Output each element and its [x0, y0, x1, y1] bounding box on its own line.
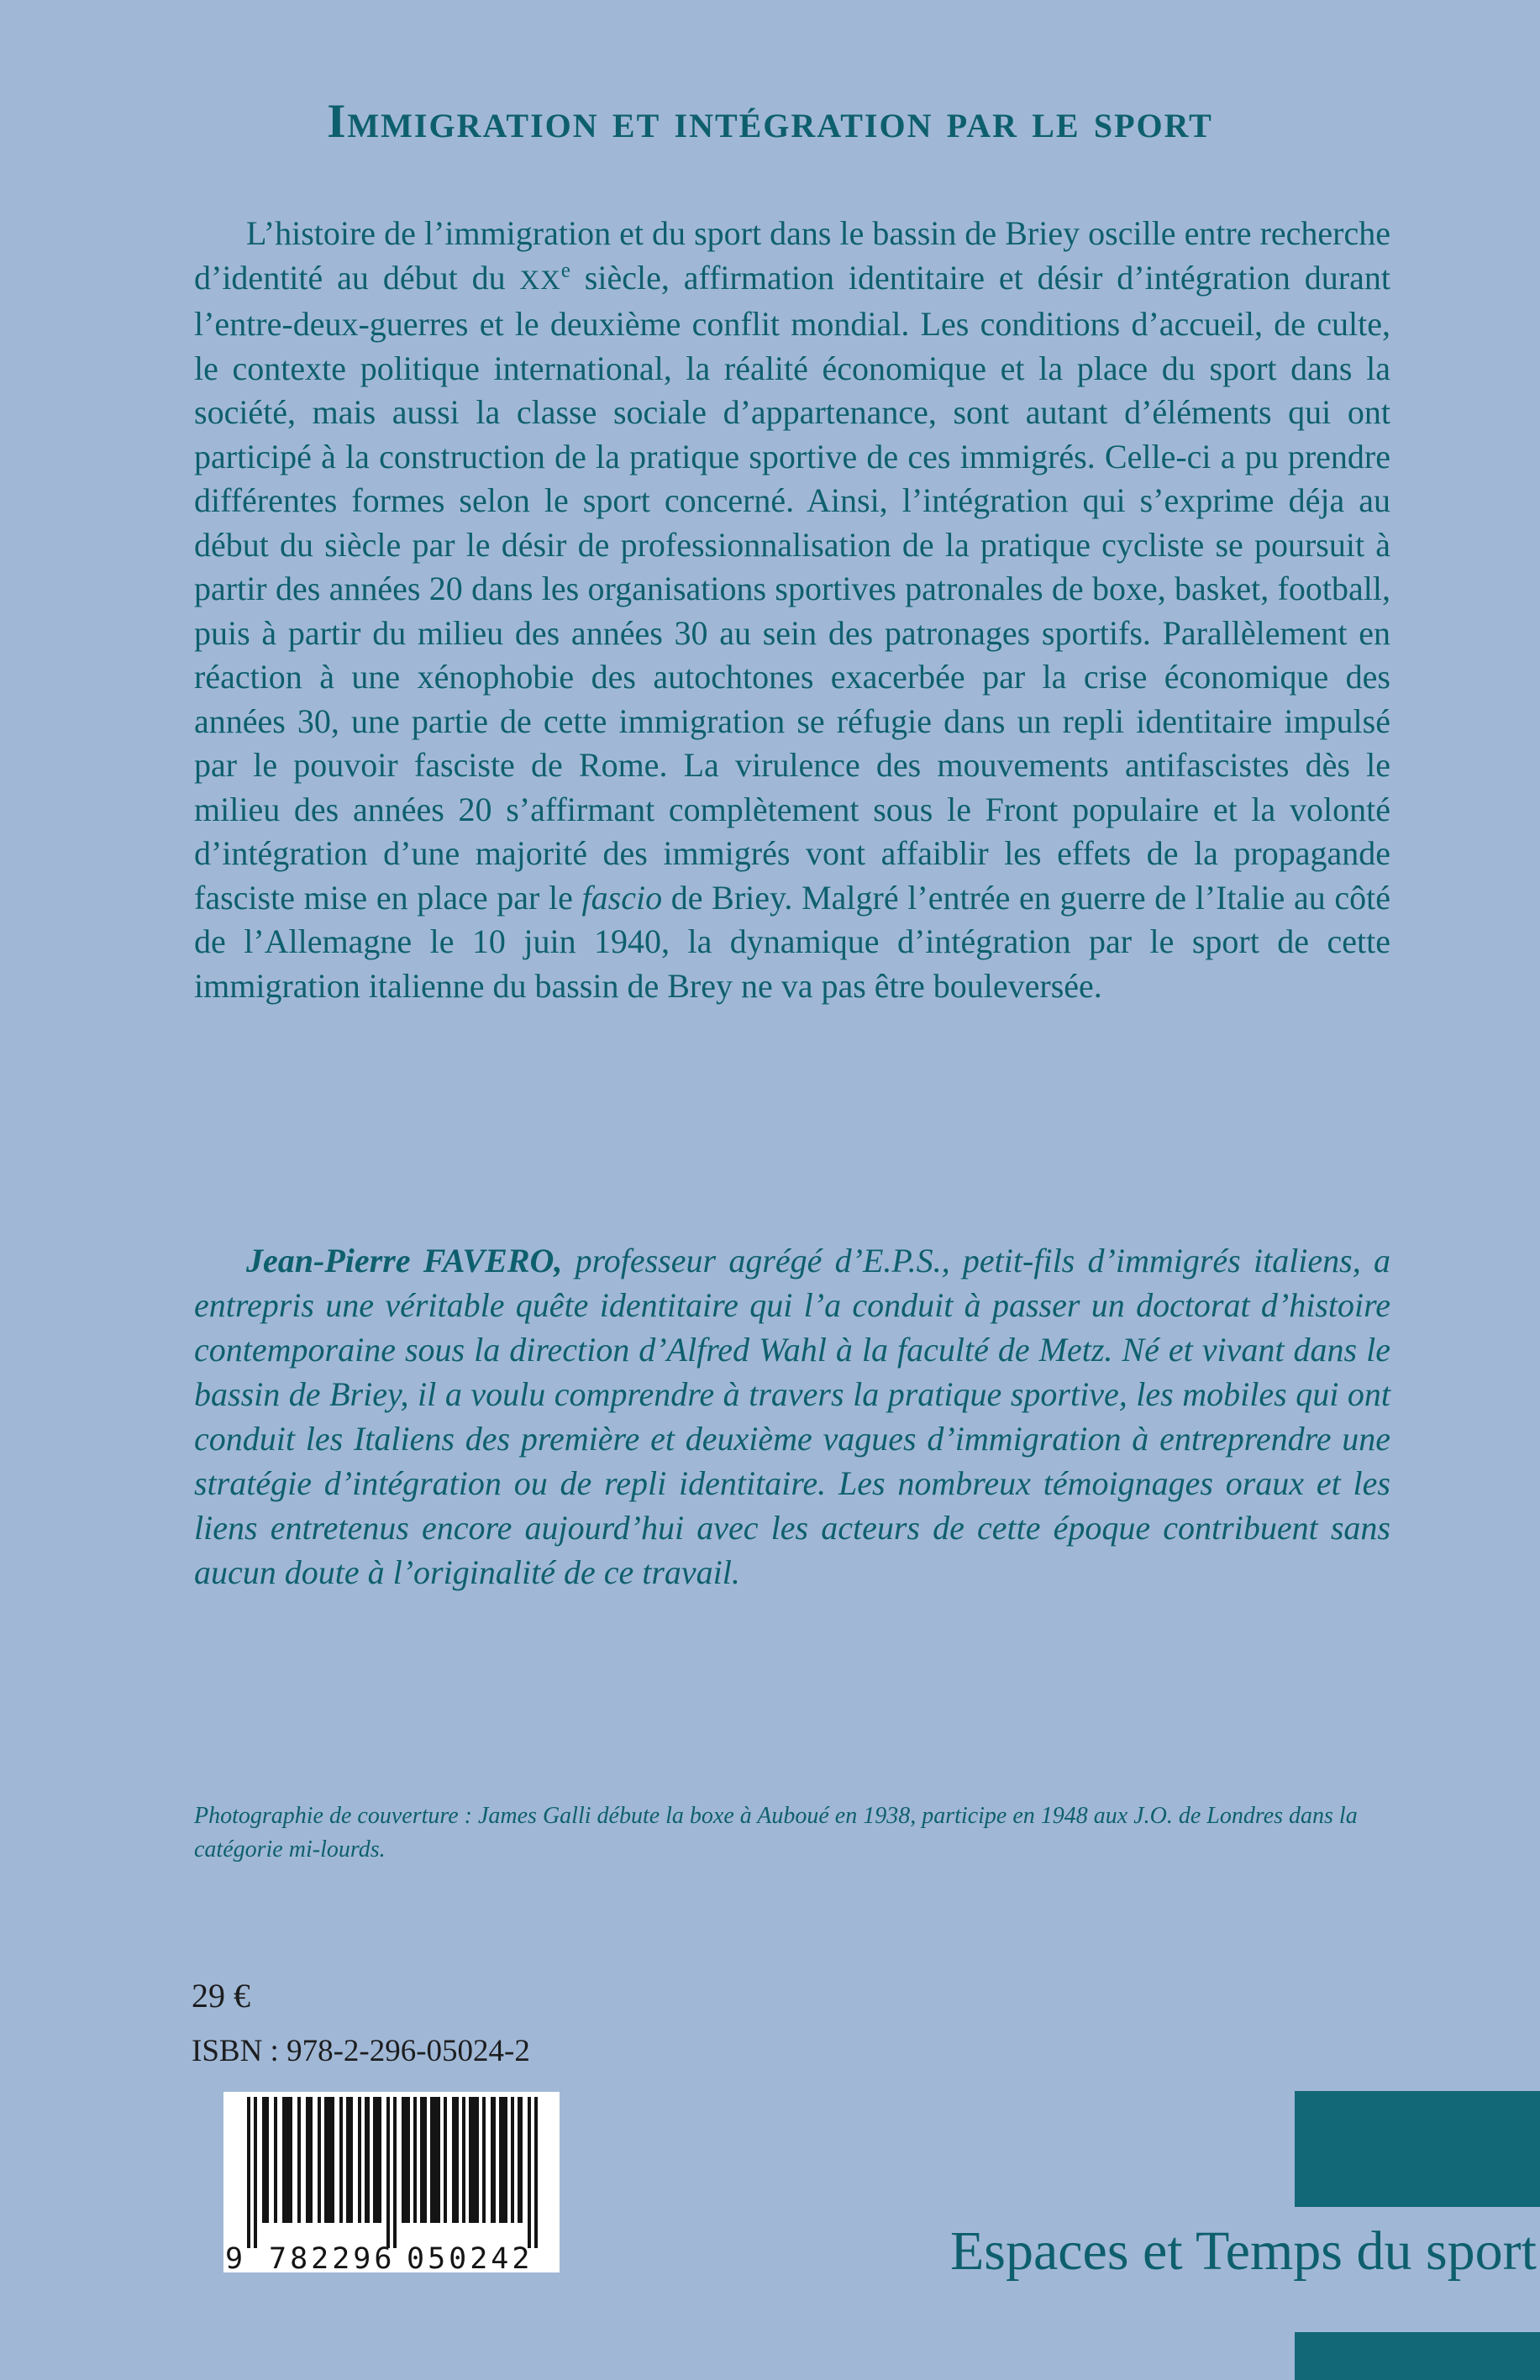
text-segment: e [560, 259, 570, 282]
collection-band-bottom [1295, 2332, 1540, 2380]
barcode-group2: 050242 [407, 2242, 533, 2272]
collection-title: Espaces et Temps du sport [949, 2220, 1537, 2282]
isbn-label: ISBN : 978-2-296-05024-2 [192, 2034, 530, 2068]
text-segment: de Briey. Malgré l’entrée en guerre de l’Italie au côté de l’Allemagne le 10 juin 1940, la dynamique d’intégration par le sport de cette immigration italienne du bassin de Brey ne va pas être bouleversée. [194, 878, 1390, 1005]
synopsis-paragraph [194, 212, 1390, 1008]
price-label: 29 € [192, 1977, 250, 2015]
book-title: Immigration et intégration par le sport [327, 95, 1213, 148]
barcode-group1: 782296 [269, 2242, 396, 2272]
collection-band-top [1295, 2091, 1540, 2207]
barcode-bars-icon [223, 2092, 560, 2272]
text-segment: siècle, affirmation identitaire et désir d’intégration durant l’entre-deux-guerres et le deuxième conflit mondial. Les conditions d’accueil, de culte, le contexte politique international, la réalité économique et la place du sport dans la société, mais aussi la classe sociale d’appartenance, sont autant d’éléments qui ont participé à la construction de la pratique sportive de ces immigrés. Celle-ci a pu prendre différentes formes selon le sport concerné. Ainsi, l’intégration qui s’exprime déja au début du siècle par le désir de professionnalisation de la pratique cycliste se poursuit à partir des années 20 dans les organisations sportives patronales de boxe, basket, football, puis à partir du milieu des années 30 au sein des patronages sportifs. Parallèlement en réaction à une xénophobie des autochtones exacerbée par la crise économique des années 30, une partie de cette immigration se réfugie dans un repli identitaire impulsé par le pouvoir fasciste de Rome. La virulence des mouvements antifascistes dès le milieu des années 20 s’affirmant complètement sous le Front populaire et la volonté d’intégration d’une majorité des immigrés vont affaiblir les effets de la propagande fasciste mise en place par le [194, 258, 1390, 917]
ean13-barcode [223, 2092, 560, 2272]
author-paragraph [194, 1238, 1390, 1595]
text-segment: XX [519, 265, 561, 296]
photo-credit-caption: Photographie de couverture : James Galli débute la boxe à Auboué en 1938, participe en 1948 aux J.O. de Londres dans la catégorie mi-lourds. [194, 1803, 1358, 1862]
text-segment: Jean-Pierre FAVERO, [246, 1242, 563, 1279]
text-segment: L’histoire de l’immigration et du sport dans le bassin de Briey oscille entre recherche d’identité au début du [194, 214, 1390, 297]
barcode-lead-digit: 9 [225, 2242, 244, 2272]
text-segment: fascio [581, 878, 663, 917]
text-segment: professeur agrégé d’E.P.S., petit-fils d’immigrés italiens, a entrepris une véritable quête identitaire qui l’a conduit à passer un doctorat d’histoire contemporaine sous la direction d’Alfred Wahl à la faculté de Metz. Né et vivant dans le bassin de Briey, il a voulu comprendre à travers la pratique sportive, les mobiles qui ont conduit les Italiens des première et deuxième vagues d’immigration à entreprendre une stratégie d’intégration ou de repli identitaire. Les nombreux témoignages oraux et les liens entretenus encore aujourd’hui avec les acteurs de cette époque contribuent sans aucun doute à l’originalité de ce travail. [194, 1242, 1390, 1591]
